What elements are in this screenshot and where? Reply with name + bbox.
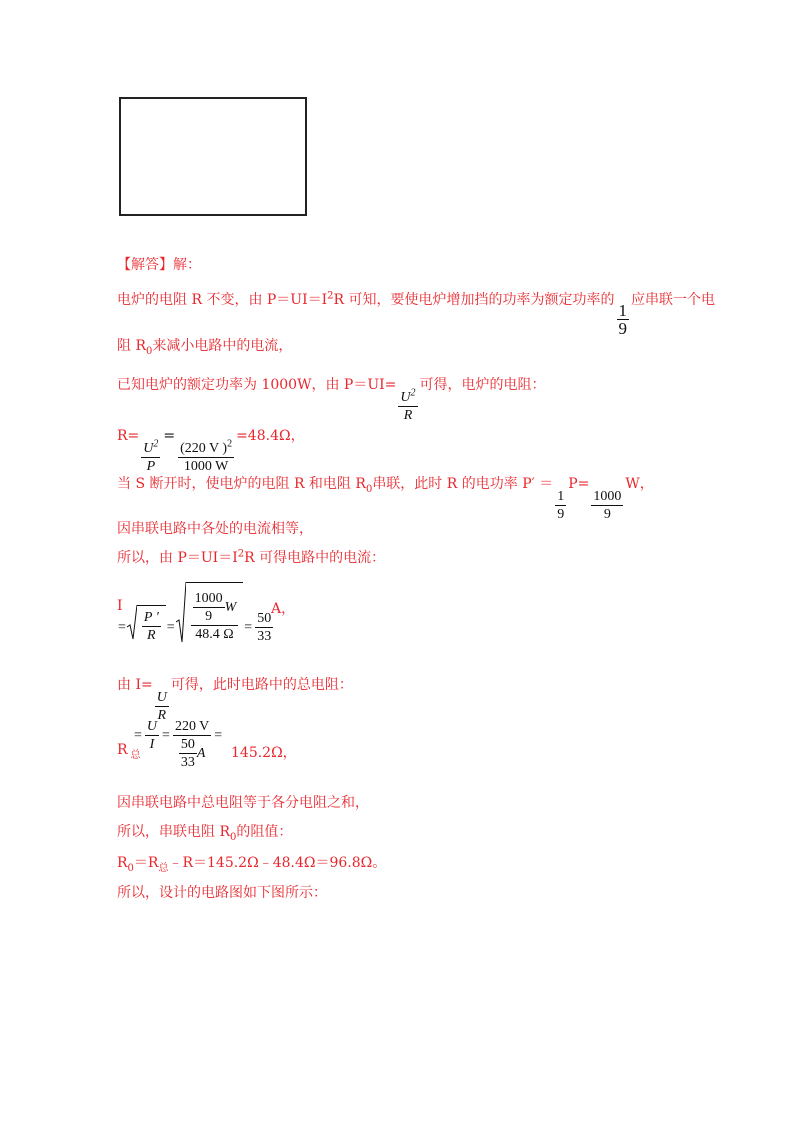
denominator: R [157, 708, 167, 723]
text: R [117, 855, 128, 871]
text: R [117, 742, 128, 758]
fraction-u2-r [398, 389, 417, 424]
text: 应串联一个电 [631, 292, 716, 308]
superscript: 2 [410, 387, 416, 399]
numerator: (220 V ) [180, 441, 228, 456]
denominator: 1000 W [183, 459, 229, 474]
current-unit [271, 598, 295, 618]
numerator: 50 [180, 737, 195, 752]
fraction-u2-p [141, 440, 160, 475]
superscript: 2 [153, 438, 159, 450]
text: R 可得电路中的电流： [244, 550, 386, 566]
text: 阻 R [117, 338, 146, 354]
line-1 [117, 291, 715, 337]
text: 因串联电路中各处的电流相等， [117, 521, 313, 537]
total-resistance-result [231, 742, 297, 762]
text: 所以，串联电阻 R [117, 824, 230, 840]
fraction-one-ninth [555, 488, 566, 523]
text: A， [271, 601, 296, 617]
text: W， [625, 476, 654, 492]
line-11 [117, 794, 369, 812]
line-5 [117, 475, 654, 523]
denominator: 33 [180, 755, 195, 770]
header-text: 【解答】解： [117, 257, 201, 273]
denominator: 48.4 Ω [195, 627, 234, 642]
text: I [117, 598, 123, 614]
text: ＝R [133, 855, 159, 871]
text: R 可知，要使电炉增加挡的功率为额定功率的 [333, 292, 615, 308]
line-6 [117, 520, 313, 538]
numerator: 1000 [593, 489, 622, 504]
fraction-220v-over-50-33a [173, 718, 211, 771]
numerator: U [400, 390, 411, 405]
text: 因串联电路中总电阻等于各分电阻之和， [117, 795, 369, 811]
denominator: R [403, 408, 413, 423]
denominator: 9 [618, 319, 628, 338]
subscript: 0 [146, 345, 153, 357]
numerator: 1 [618, 301, 628, 320]
line-4: R= $\frac{U^2}{P}$ = $\frac{(220 V )^2}{1000 W}$ =48.4Ω， [117, 428, 305, 474]
subscript: 0 [127, 862, 134, 874]
denominator: R [147, 628, 156, 643]
superscript: 2 [237, 548, 245, 560]
denominator: 33 [257, 628, 272, 644]
sqrt-nested-fraction [176, 582, 244, 649]
fraction-1000-9 [591, 488, 623, 523]
subscript: 0 [230, 831, 237, 843]
text: 电炉的电阻 R 不变，由 P＝UI＝I [117, 292, 328, 308]
denominator: P [146, 459, 156, 474]
radical-icon [176, 582, 186, 649]
numerator: U [156, 690, 167, 705]
text: ﹣R＝145.2Ω﹣48.4Ω＝96.8Ω。 [168, 855, 387, 871]
subscript: 0 [365, 483, 373, 495]
superscript: 2 [327, 290, 334, 302]
text: 所以，由 P＝UI＝I [117, 550, 238, 566]
line-14 [117, 884, 327, 902]
text: 的阻值： [236, 824, 293, 840]
radical-icon [127, 605, 137, 646]
unit: A [196, 746, 206, 761]
fraction-one-ninth [617, 302, 630, 337]
denominator: I [149, 737, 155, 752]
line-13 [117, 854, 386, 872]
superscript: 2 [227, 438, 233, 450]
text: P= [568, 476, 590, 492]
numerator: U [143, 441, 154, 456]
subscript: 总 [158, 862, 169, 874]
line-7 [117, 549, 385, 567]
text: 串联，此时 R 的电功率 P′ ＝ [372, 476, 554, 492]
text: 所以，设计的电路图如下图所示： [117, 885, 327, 901]
denominator: 9 [205, 609, 213, 624]
fraction-220v-1000w [178, 440, 234, 475]
circuit-diagram-frame [119, 97, 307, 216]
unit: W [224, 600, 237, 615]
numerator: 220 V [174, 719, 210, 734]
numerator: P ' [143, 610, 159, 625]
line-2 [117, 337, 292, 355]
line-3 [117, 376, 546, 424]
text: 可得，电炉的电阻： [419, 377, 546, 393]
denominator: 9 [557, 507, 565, 522]
numerator: 1000 [194, 591, 223, 606]
text: 由 I= [117, 677, 153, 693]
numerator: 1 [557, 489, 565, 504]
subscript: 总 [130, 749, 141, 761]
denominator: 9 [603, 507, 611, 522]
text: R= [117, 428, 140, 444]
solution-header [117, 256, 201, 274]
line-12 [117, 823, 292, 841]
text: 已知电炉的额定功率为 1000W，由 P＝UI= [117, 377, 397, 393]
sqrt-p-over-r [127, 605, 166, 646]
total-resistance-formula: = $\frac{U}{I}$ = 220 V $\frac{50}{33}$ A = [134, 719, 223, 770]
current-formula: = $\frac{P '}{R}$ = $\frac{1000}{9}$ W 48.4 Ω = $\frac{50}{33}$ [117, 582, 275, 648]
result-text: =48.4Ω， [236, 428, 305, 444]
text: 可得，此时电路中的总电阻： [170, 677, 353, 693]
line-9 [117, 676, 353, 724]
text: 来减小电路中的电流， [152, 338, 293, 354]
numerator: 50 [257, 610, 272, 626]
numerator: U [146, 719, 158, 734]
text: 145.2Ω， [231, 745, 297, 761]
text: 当 S 断开时，使电炉的电阻 R 和电阻 R [117, 476, 366, 492]
fraction-u-i [145, 718, 159, 753]
